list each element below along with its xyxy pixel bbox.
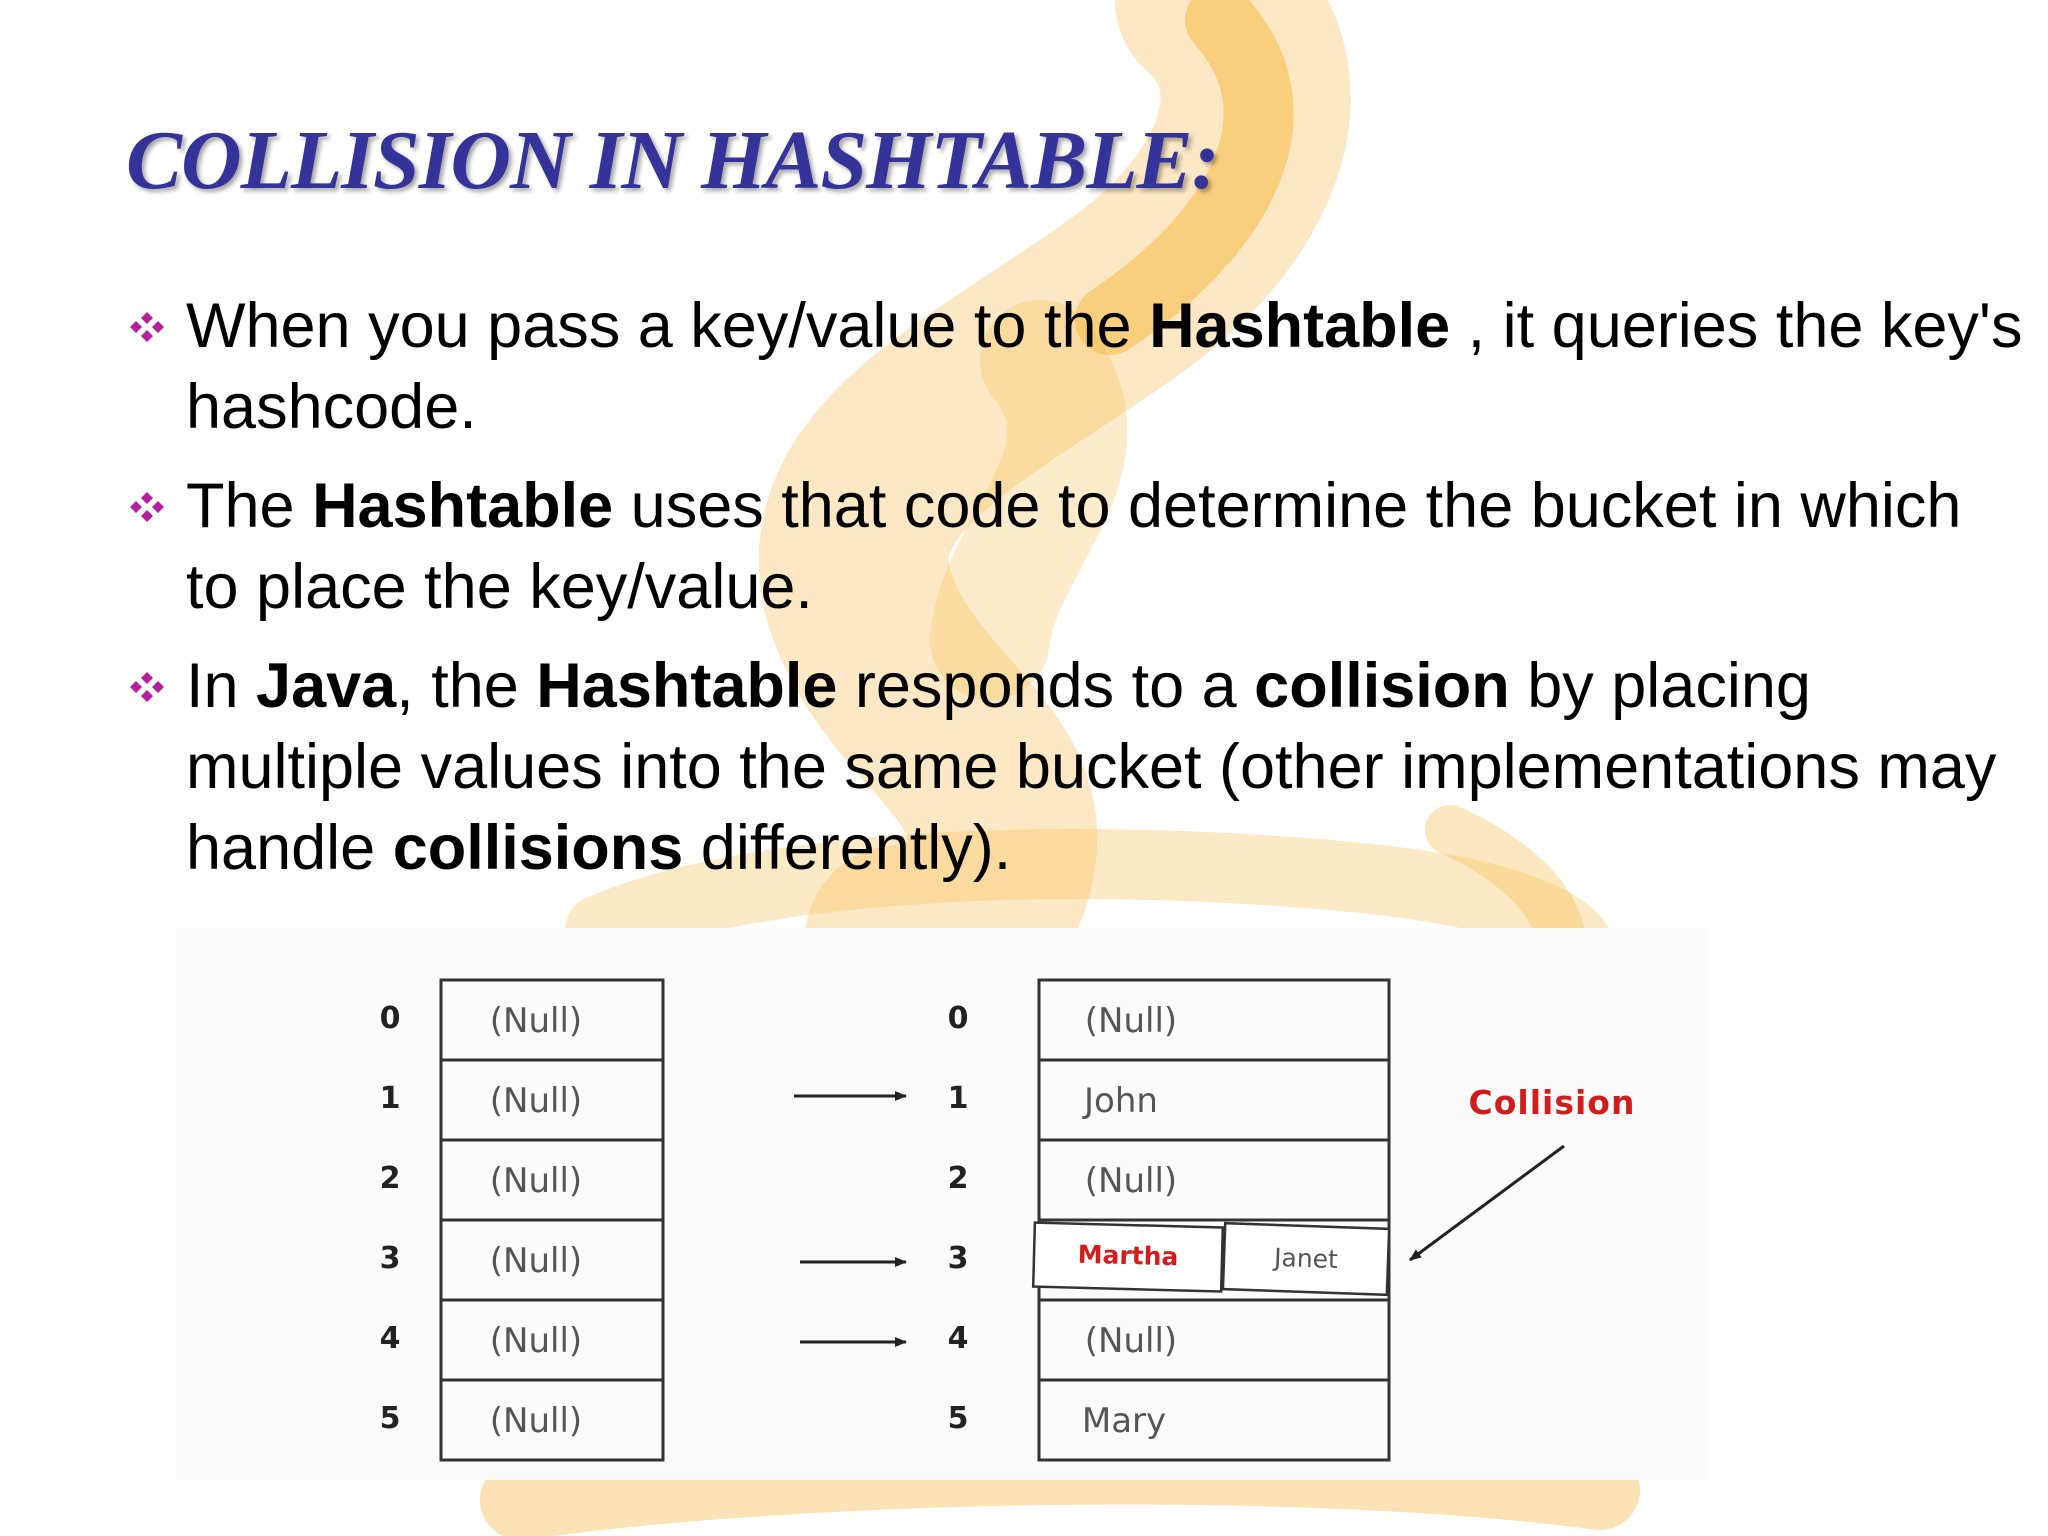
bullet-item: [130, 466, 2030, 628]
right-bucket-value: Mary: [1081, 1401, 1167, 1441]
right-index-label: 3: [947, 1241, 969, 1276]
left-index-label: 1: [379, 1081, 401, 1116]
bullet-bold-term: Hashtable: [312, 471, 614, 541]
left-bucket-value: (Null): [489, 1321, 583, 1361]
collision-bucket-entries: [1033, 1223, 1389, 1295]
bullet-text: When you pass a key/value to the: [186, 291, 1150, 361]
left-bucket-value: (Null): [489, 1081, 583, 1121]
left-bucket-value: (Null): [489, 1161, 583, 1201]
bullet-text: , the: [396, 651, 537, 721]
janet-entry: Janet: [1273, 1242, 1339, 1275]
bullet-text: uses that code to determine the bucket in which to place the key/value.: [186, 471, 1962, 622]
collision-arrow: [1410, 1146, 1564, 1260]
right-index-label: 0: [947, 1001, 969, 1036]
right-bucket-value: John: [1084, 1081, 1158, 1121]
left-bucket-value: (Null): [489, 1241, 583, 1281]
right-index-label: 5: [947, 1401, 969, 1436]
hashtable-collision-diagram: [176, 928, 1708, 1480]
diagram-canvas: [176, 928, 1708, 1480]
right-bucket-value: (Null): [1084, 1161, 1178, 1201]
diamond-bullet-icon: [130, 310, 164, 344]
bullet-item: [130, 286, 2030, 448]
right-bucket-value: (Null): [1084, 1321, 1178, 1361]
bullet-text: responds to a: [837, 651, 1255, 721]
bullet-bold-term: collision: [1254, 651, 1510, 721]
left-index-label: 4: [379, 1321, 401, 1356]
bullet-text: by placing multiple values into the same bucket (other implementations may handle: [186, 651, 1997, 883]
bullet-text: The: [186, 471, 313, 541]
right-index-label: 4: [947, 1321, 969, 1356]
bullet-text: , it queries the key's hashcode.: [186, 291, 2023, 442]
diamond-bullet-icon: [130, 490, 164, 524]
bullet-text: differently).: [683, 813, 1012, 883]
martha-entry: Martha: [1077, 1239, 1179, 1272]
collision-label: Collision: [1468, 1083, 1636, 1122]
slide-title: COLLISION IN HASHTABLE:: [126, 114, 1219, 207]
left-index-label: 0: [379, 1001, 401, 1036]
bullet-bold-term: collisions: [392, 813, 684, 883]
bullet-item: [130, 646, 2030, 889]
left-bucket-value: (Null): [489, 1001, 583, 1041]
diamond-bullet-icon: [130, 670, 164, 704]
bullet-bold-term: Hashtable: [536, 651, 838, 721]
right-index-label: 1: [947, 1081, 969, 1116]
bullet-bold-term: Hashtable: [1149, 291, 1451, 361]
right-bucket-value: (Null): [1084, 1001, 1178, 1041]
right-index-label: 2: [947, 1161, 969, 1196]
left-bucket-value: (Null): [489, 1401, 583, 1441]
janet-card: [1223, 1223, 1389, 1295]
martha-card: [1033, 1223, 1223, 1292]
left-index-label: 3: [379, 1241, 401, 1276]
left-index-label: 2: [379, 1161, 401, 1196]
bullet-bold-term: Java: [256, 651, 397, 721]
left-index-label: 5: [379, 1401, 401, 1436]
bullet-list: [130, 286, 2030, 907]
right-table: [948, 980, 1389, 1460]
bullet-text: In: [186, 651, 257, 721]
left-table: [380, 980, 663, 1460]
